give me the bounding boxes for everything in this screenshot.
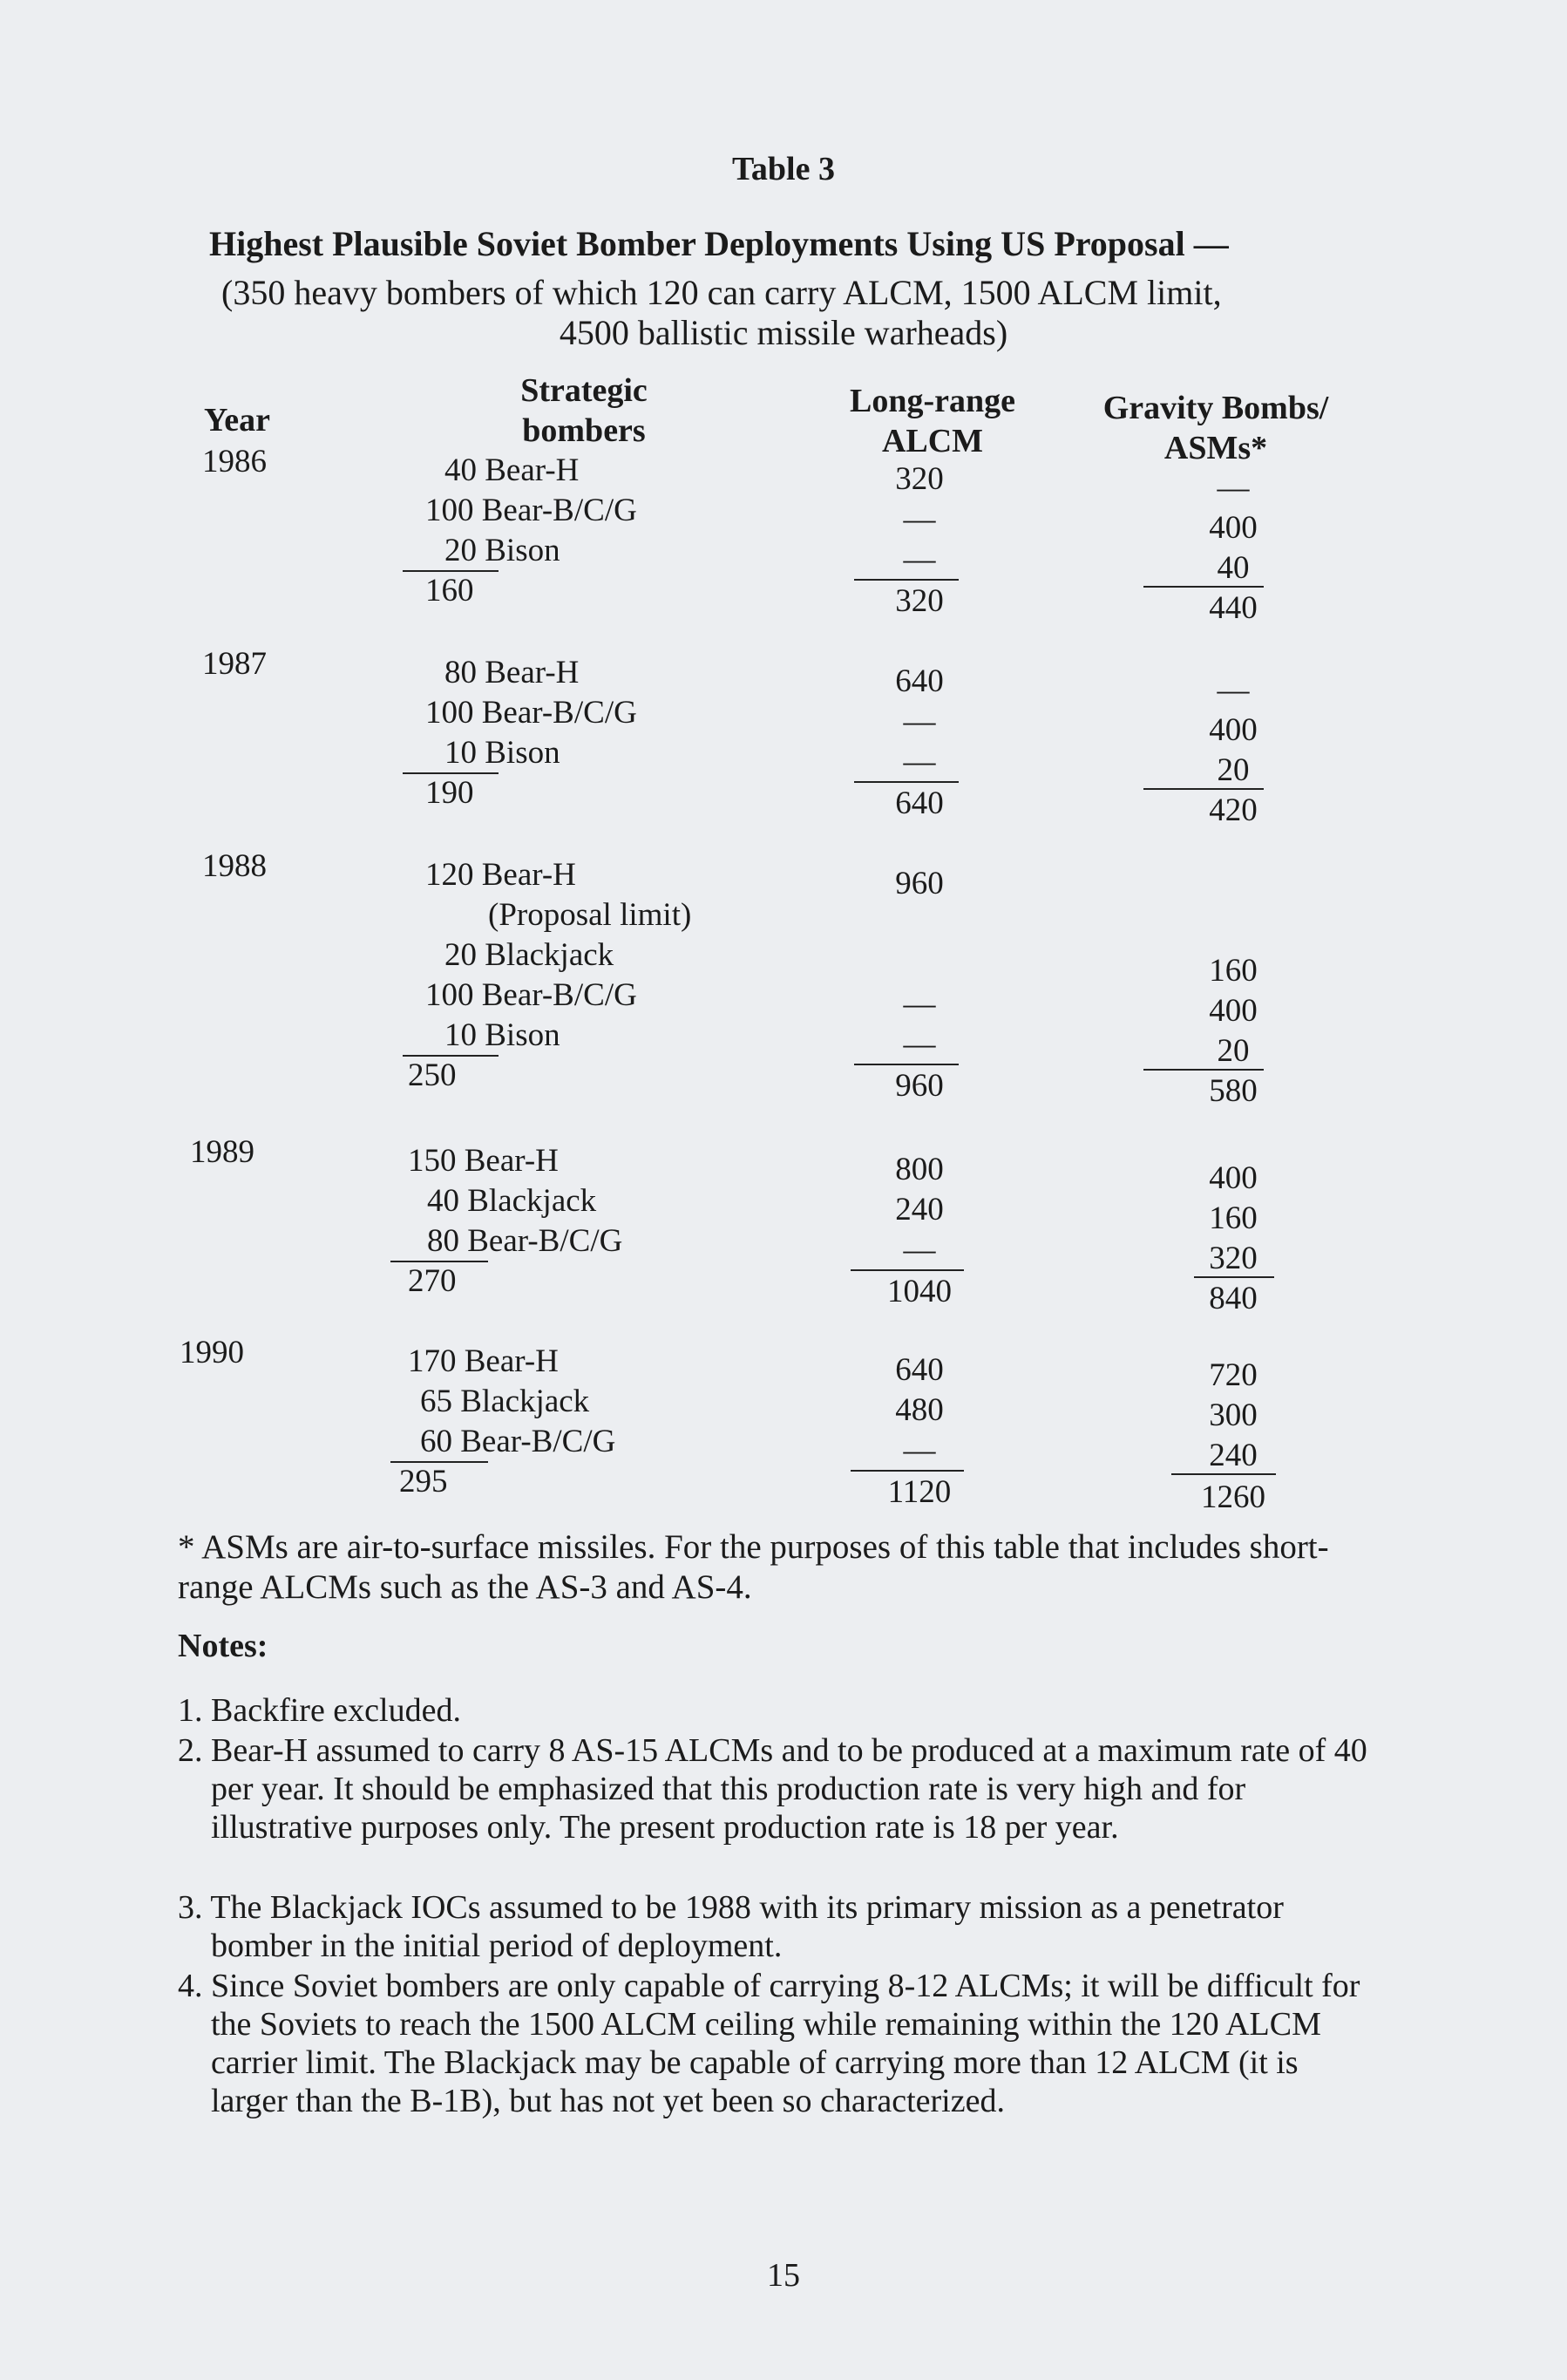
gravity-value: 720 xyxy=(1209,1357,1258,1393)
gravity-value: 240 xyxy=(1209,1438,1258,1473)
sum-rule xyxy=(851,1470,964,1472)
sum-rule xyxy=(1171,1473,1276,1475)
alcm-value: 480 xyxy=(895,1392,944,1428)
sum-rule xyxy=(854,1064,959,1065)
note-item: 4. Since Soviet bombers are only capable of carrying 8-12 ALCMs; it will be difficult for the Soviets to reach the 1500 ALCM ceiling while remaining within the 120 ALCM carrier limit. The Blackjack may be capable of carrying more than 12 ALCM (it is larger than the B-1B), but has not yet been so characterized. xyxy=(178,1968,1360,2119)
note-item: 2. Bear-H assumed to carry 8 AS-15 ALCMs and to be produced at a maximum rate of 40 per year. It should be emphasized that this production rate is very high and for illustrative purposes only. The present production rate is 18 per year. xyxy=(178,1732,1367,1846)
alcm-value: 800 xyxy=(895,1152,944,1187)
gravity-value: 160 xyxy=(1209,1200,1258,1236)
bomber-entry: 120 Bear-H xyxy=(425,857,576,893)
alcm-value: — xyxy=(903,501,936,537)
alcm-value: — xyxy=(903,744,936,779)
table-title: Highest Plausible Soviet Bomber Deployments Using US Proposal — xyxy=(209,224,1229,263)
alcm-total: 1040 xyxy=(887,1274,952,1309)
alcm-total: 640 xyxy=(895,785,944,821)
alcm-total: 1120 xyxy=(887,1474,952,1510)
alcm-value: 640 xyxy=(895,663,944,699)
bomber-entry: 100 Bear-B/C/G xyxy=(425,493,637,528)
alcm-total: 320 xyxy=(895,583,944,619)
table-subtitle-line2: 4500 ballistic missile warheads) xyxy=(559,313,1008,352)
header-gravity-line2: ASMs* xyxy=(1163,430,1268,466)
gravity-value: — xyxy=(1217,470,1250,506)
header-alcm-line1: Long-range xyxy=(850,383,1015,419)
bomber-entry: 100 Bear-B/C/G xyxy=(425,977,637,1013)
year-1988: 1988 xyxy=(202,848,267,884)
bomber-total: 250 xyxy=(408,1057,457,1093)
bomber-total: 295 xyxy=(399,1464,448,1499)
bomber-entry: 80 Bear-H xyxy=(444,655,580,690)
sum-rule xyxy=(1143,788,1264,790)
year-1990: 1990 xyxy=(180,1335,244,1370)
notes-heading: Notes: xyxy=(178,1628,268,1664)
alcm-value: — xyxy=(903,986,936,1022)
alcm-total: 960 xyxy=(895,1068,944,1104)
bomber-total: 190 xyxy=(425,775,474,811)
bomber-entry: 20 Blackjack xyxy=(444,937,614,973)
year-1986: 1986 xyxy=(202,444,267,479)
alcm-value: 960 xyxy=(895,866,944,901)
header-gravity-line1: Gravity Bombs/ xyxy=(1102,390,1329,426)
sum-rule xyxy=(854,579,959,581)
gravity-value: 400 xyxy=(1209,510,1258,546)
gravity-value: 320 xyxy=(1209,1241,1258,1276)
bomber-entry: 20 Bison xyxy=(444,533,560,568)
gravity-value: 400 xyxy=(1209,1160,1258,1196)
gravity-value: 20 xyxy=(1217,752,1250,788)
gravity-value: 400 xyxy=(1209,712,1258,748)
gravity-total: 580 xyxy=(1209,1073,1258,1109)
alcm-value: 640 xyxy=(895,1352,944,1388)
header-strategic-line2: bombers xyxy=(522,412,646,449)
gravity-value: 40 xyxy=(1217,550,1250,586)
table-footnote: * ASMs are air-to-surface missiles. For the purposes of this table that includes short-range ALCMs such as the AS-3 and AS-4. xyxy=(178,1528,1329,1606)
sum-rule xyxy=(1143,1069,1264,1071)
bomber-entry: 10 Bison xyxy=(444,735,560,771)
bomber-entry: 40 Bear-H xyxy=(444,452,580,488)
bomber-entry: 65 Blackjack xyxy=(420,1384,590,1419)
header-year: Year xyxy=(204,402,270,439)
gravity-value: — xyxy=(1217,672,1250,708)
bomber-entry-note: (Proposal limit) xyxy=(488,897,692,933)
gravity-value: 20 xyxy=(1217,1033,1250,1069)
header-strategic-line1: Strategic xyxy=(520,372,648,409)
alcm-value: — xyxy=(903,1026,936,1062)
bomber-entry: 60 Bear-B/C/G xyxy=(420,1424,616,1459)
gravity-total: 840 xyxy=(1209,1281,1258,1316)
alcm-value: 240 xyxy=(895,1192,944,1227)
bomber-entry: 40 Blackjack xyxy=(427,1183,597,1219)
alcm-value: — xyxy=(903,541,936,577)
bomber-entry: 100 Bear-B/C/G xyxy=(425,695,637,731)
gravity-total: 420 xyxy=(1209,792,1258,828)
sum-rule xyxy=(854,781,959,783)
alcm-value: 320 xyxy=(895,461,944,497)
alcm-value: — xyxy=(903,1232,936,1268)
table-number: Table 3 xyxy=(732,151,835,187)
bomber-entry: 80 Bear-B/C/G xyxy=(427,1223,623,1259)
bomber-entry: 10 Bison xyxy=(444,1017,560,1053)
bomber-entry: 150 Bear-H xyxy=(408,1143,559,1179)
gravity-value: 160 xyxy=(1209,953,1258,989)
alcm-value: — xyxy=(903,704,936,739)
gravity-total: 1260 xyxy=(1201,1479,1265,1515)
sum-rule xyxy=(1194,1276,1274,1278)
alcm-value: — xyxy=(903,1432,936,1468)
gravity-value: 400 xyxy=(1209,993,1258,1029)
gravity-total: 440 xyxy=(1209,590,1258,626)
note-item: 1. Backfire excluded. xyxy=(178,1692,461,1729)
bomber-total: 270 xyxy=(408,1263,457,1299)
sum-rule xyxy=(1143,586,1264,588)
note-item: 3. The Blackjack IOCs assumed to be 1988 with its primary mission as a penetrator bomber in the initial period of deployment. xyxy=(178,1889,1284,1964)
header-alcm-line2: ALCM xyxy=(881,423,984,459)
page-number: 15 xyxy=(767,2257,800,2294)
bomber-entry: 170 Bear-H xyxy=(408,1343,559,1379)
year-1989: 1989 xyxy=(190,1134,254,1170)
sum-rule xyxy=(851,1269,964,1271)
bomber-total: 160 xyxy=(425,573,474,609)
table-subtitle-line1: (350 heavy bombers of which 120 can carry ALCM, 1500 ALCM limit, xyxy=(221,273,1222,312)
gravity-value: 300 xyxy=(1209,1397,1258,1433)
year-1987: 1987 xyxy=(202,646,267,682)
